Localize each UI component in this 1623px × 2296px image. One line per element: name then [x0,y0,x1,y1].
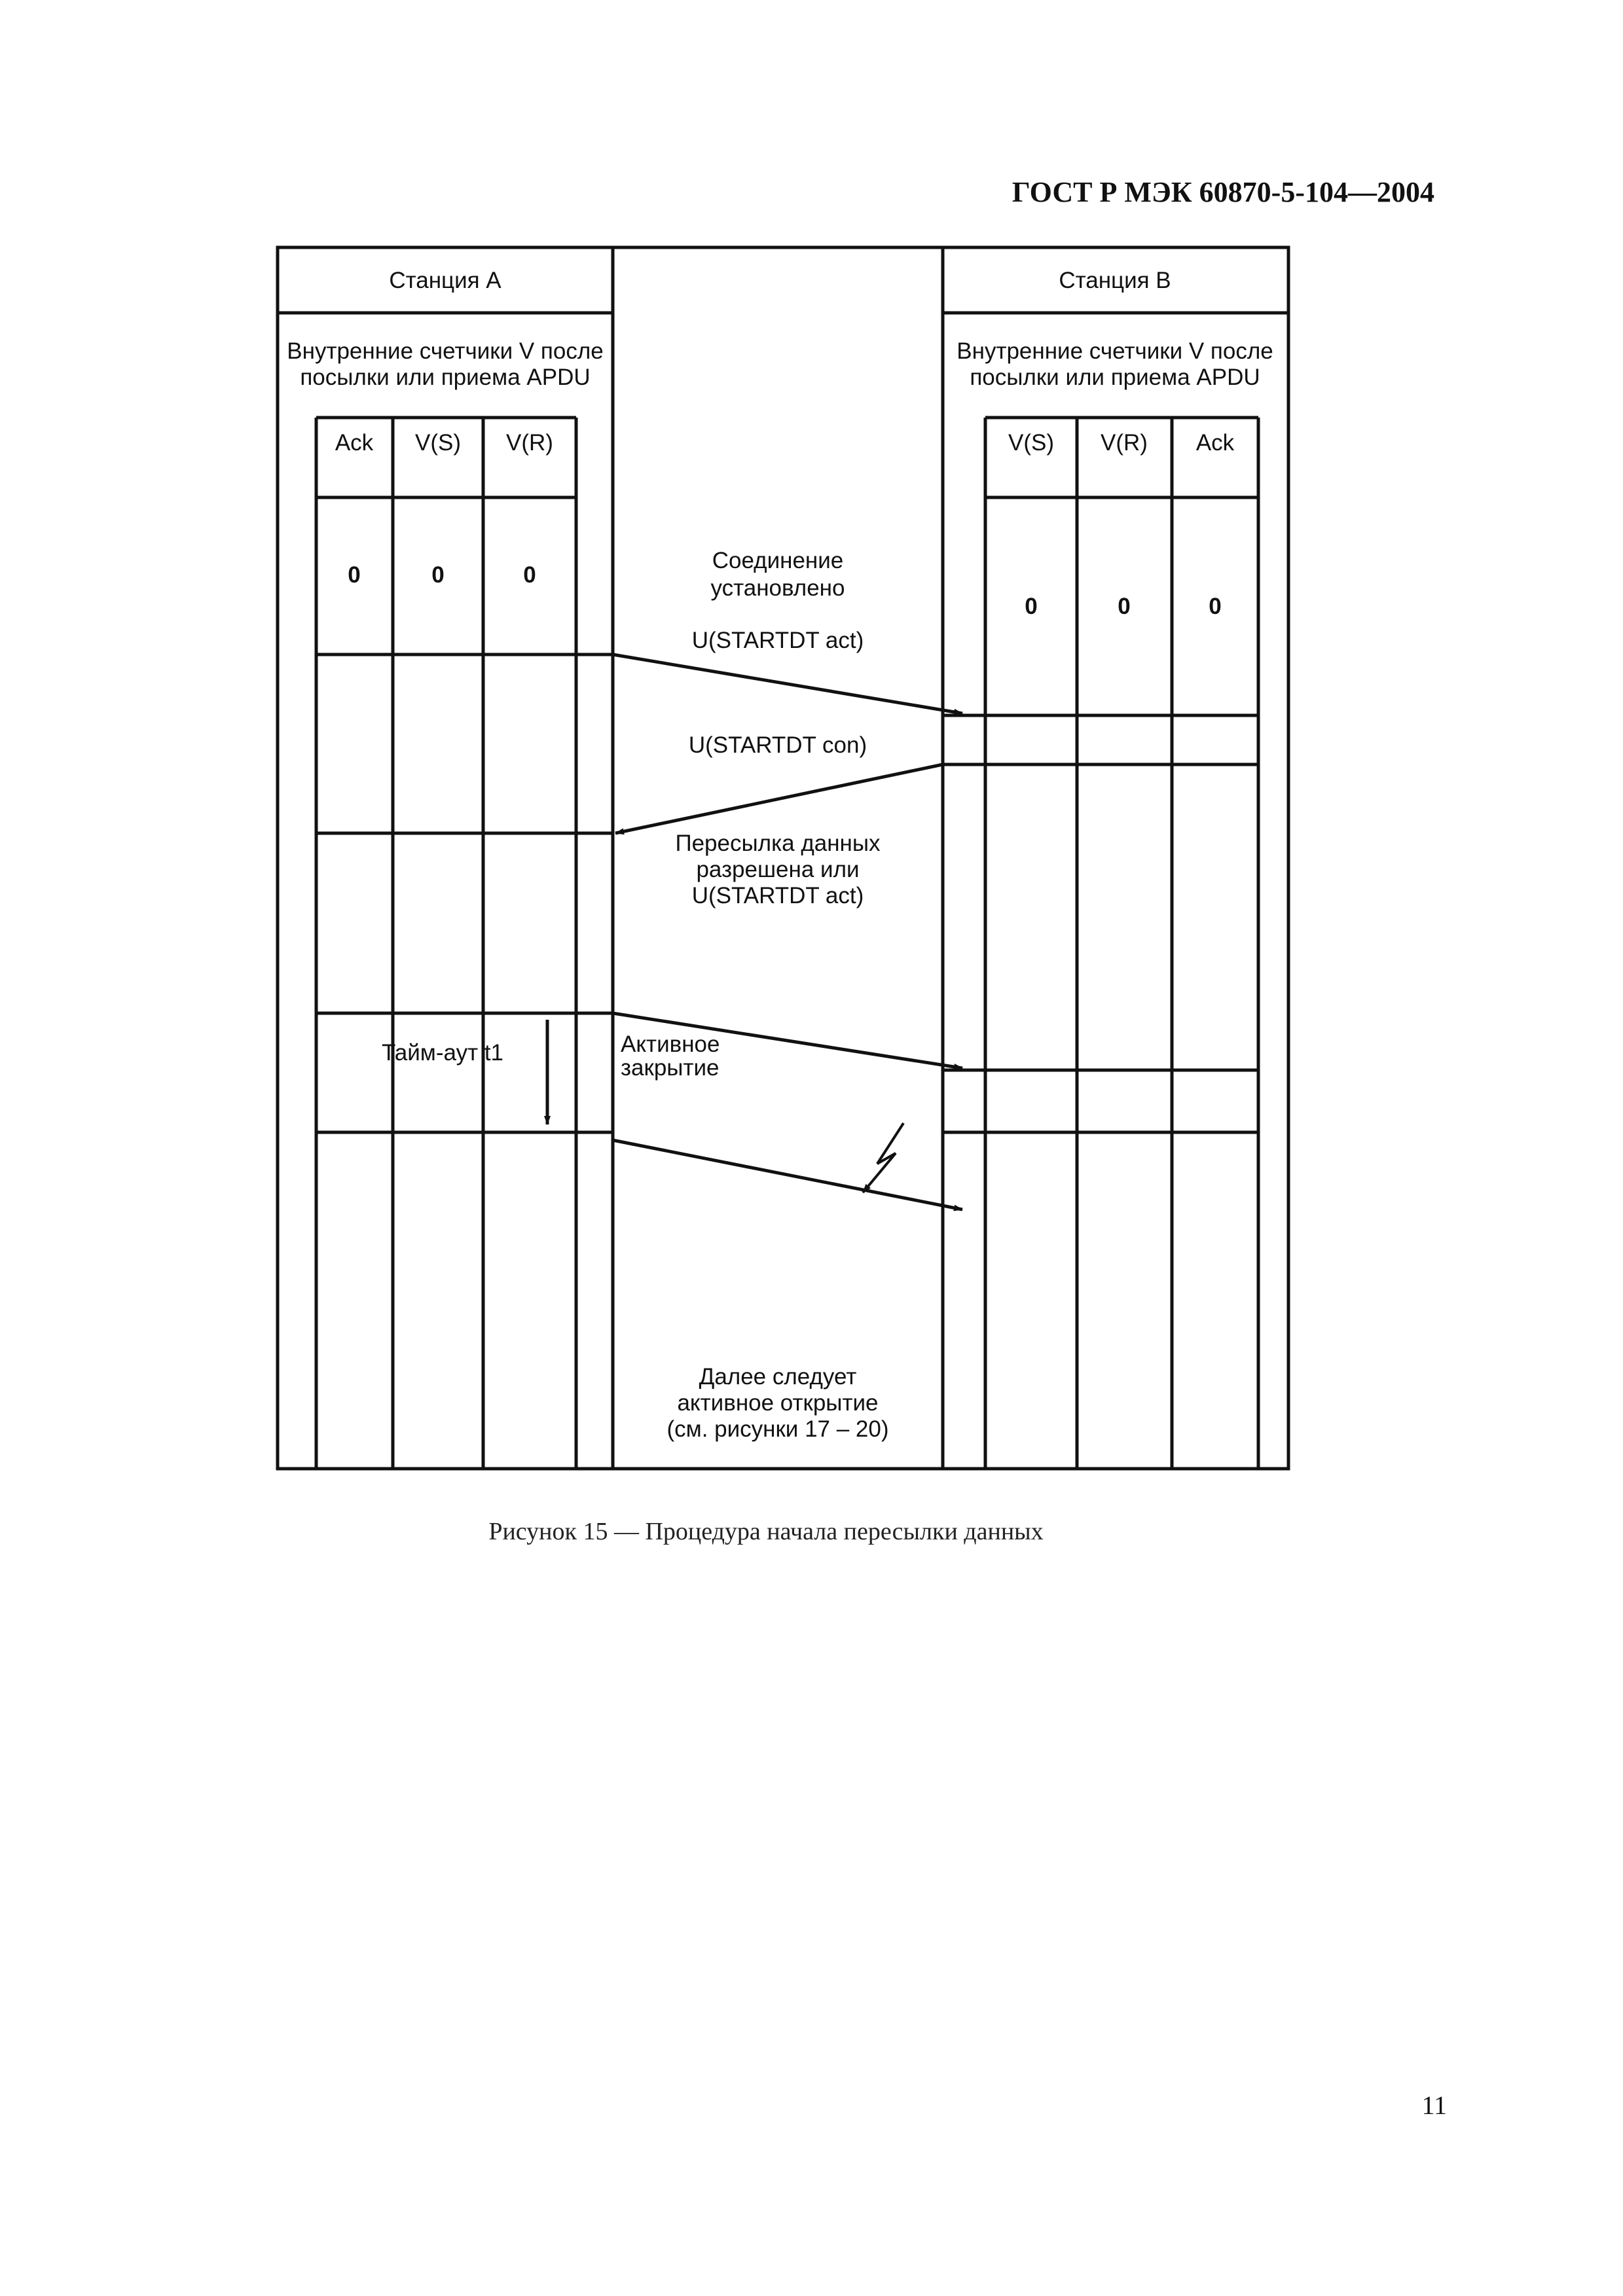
station-b-col-vr: V(R) [1101,430,1148,456]
msg-connection-line2: установлено [710,575,845,601]
figure-caption: Рисунок 15 — Процедура начала пересылки данных [488,1518,1044,1545]
station-a-col-vr: V(R) [506,430,553,456]
station-b-title: Станция B [1059,268,1171,293]
msg-transfer-line1: Пересылка данных [675,831,881,856]
timeout-label: Тайм-аут t1 [381,1040,504,1066]
station-a-val-vs: 0 [431,562,445,588]
arrow-startdt-act [613,655,962,713]
page-number: 11 [1421,2090,1447,2120]
lightning-icon [863,1123,903,1193]
arrow-lost-message [613,1140,962,1210]
msg-transfer-line3: U(STARTDT act) [691,883,864,908]
station-a-title: Станция A [389,268,501,293]
station-b-caption-line1: Внутренние счетчики V после [957,338,1273,364]
arrow-startdt-con [615,764,943,833]
msg-active-close-line1: Активное [621,1031,720,1057]
station-b-caption-line2: посылки или приема APDU [970,365,1260,390]
msg-startdt-act: U(STARTDT act) [691,628,864,653]
msg-startdt-con: U(STARTDT con) [688,732,867,758]
station-b-val-ack: 0 [1209,594,1222,619]
msg-connection-line1: Соединение [712,548,844,573]
station-a-val-vr: 0 [523,562,536,588]
station-a-col-vs: V(S) [415,430,461,456]
station-b-val-vr: 0 [1118,594,1131,619]
station-a-caption-line2: посылки или приема APDU [300,365,591,390]
msg-active-close-line2: закрытие [621,1055,720,1081]
station-b-col-vs: V(S) [1008,430,1054,456]
station-a-caption-line1: Внутренние счетчики V после [287,338,604,364]
station-b-col-ack: Ack [1195,430,1235,456]
note-line3: (см. рисунки 17 – 20) [666,1416,889,1442]
document-header: ГОСТ Р МЭК 60870-5-104—2004 [1012,176,1434,208]
station-a-col-ack: Ack [335,430,374,456]
station-b-val-vs: 0 [1025,594,1038,619]
note-line2: активное открытие [677,1390,879,1416]
msg-transfer-line2: разрешена или [696,857,860,882]
note-line1: Далее следует [699,1364,857,1390]
station-a-val-ack: 0 [348,562,361,588]
